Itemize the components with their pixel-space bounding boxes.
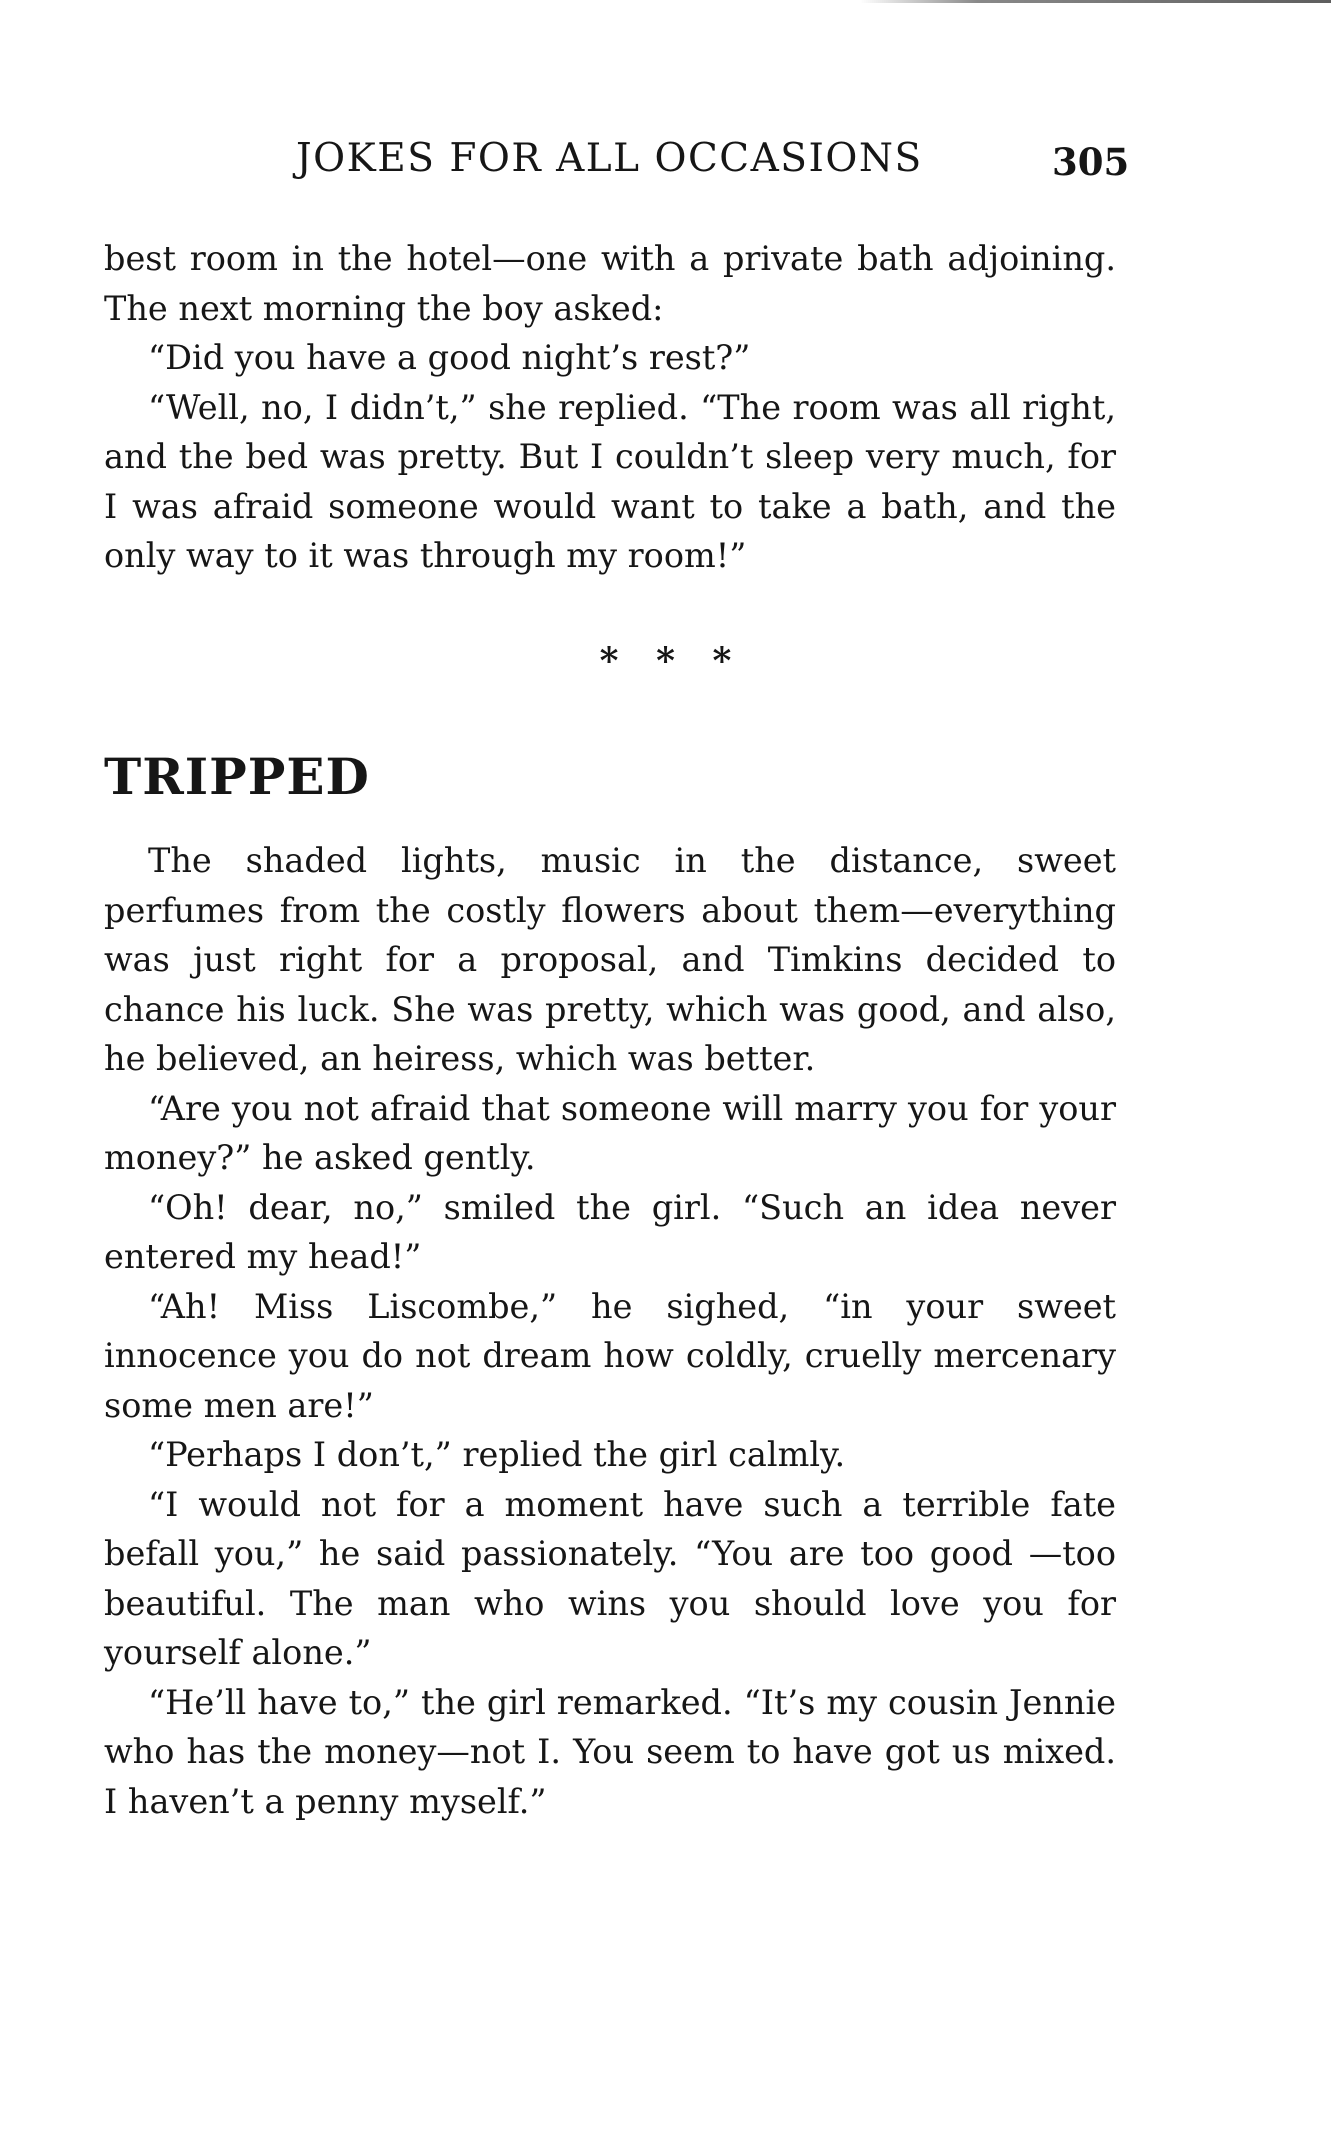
top-edge-rule [860,0,1331,3]
paragraph: “Perhaps I don’t,” replied the girl calmly. [148,1435,846,1474]
paragraph: “Did you have a good night’s rest?” [148,338,751,377]
paragraph: “Are you not afraid that someone will marry you for your money?” he asked gently. [104,1088,1116,1177]
running-header-title: JOKES FOR ALL OCCASIONS [296,136,923,181]
page-number: 305 [1052,140,1130,184]
section-separator: * * * [599,640,732,682]
paragraph: “Ah! Miss Liscombe,” he sighed, “in your sweet innocence you do not dream how coldly, cruelly mercenary some men are!” [104,1286,1116,1425]
paragraph: The shaded lights, music in the distance, sweet perfumes from the costly flowers about them—everything was just right for a proposal, and Timkins decided to chance his luck. She was pretty, which was good, and also, he believed, an heiress, which was better. [104,841,1116,1078]
story-title: TRIPPED [104,747,370,806]
paragraph: “Oh! dear, no,” smiled the girl. “Such an idea never entered my head!” [104,1187,1116,1276]
paragraph: “He’ll have to,” the girl remarked. “It’s my cousin Jennie who has the money—not I. You seem to have got us mixed. I haven’t a penny myself.” [104,1682,1116,1821]
continued-story-text [104,234,1116,581]
story-text [104,836,1116,1826]
paragraph: “Well, no, I didn’t,” she replied. “The room was all right, and the bed was pretty. But I couldn’t sleep very much, for I was afraid someone would want to take a bath, and the only way to it was through my room!” [104,387,1116,575]
paragraph: “I would not for a moment have such a terrible fate befall you,” he said passionately. “You are too good —too beautiful. The man who wins you should love you for yourself alone.” [104,1484,1116,1672]
paragraph: best room in the hotel—one with a private bath adjoining. The next morning the boy asked: [104,239,1116,328]
